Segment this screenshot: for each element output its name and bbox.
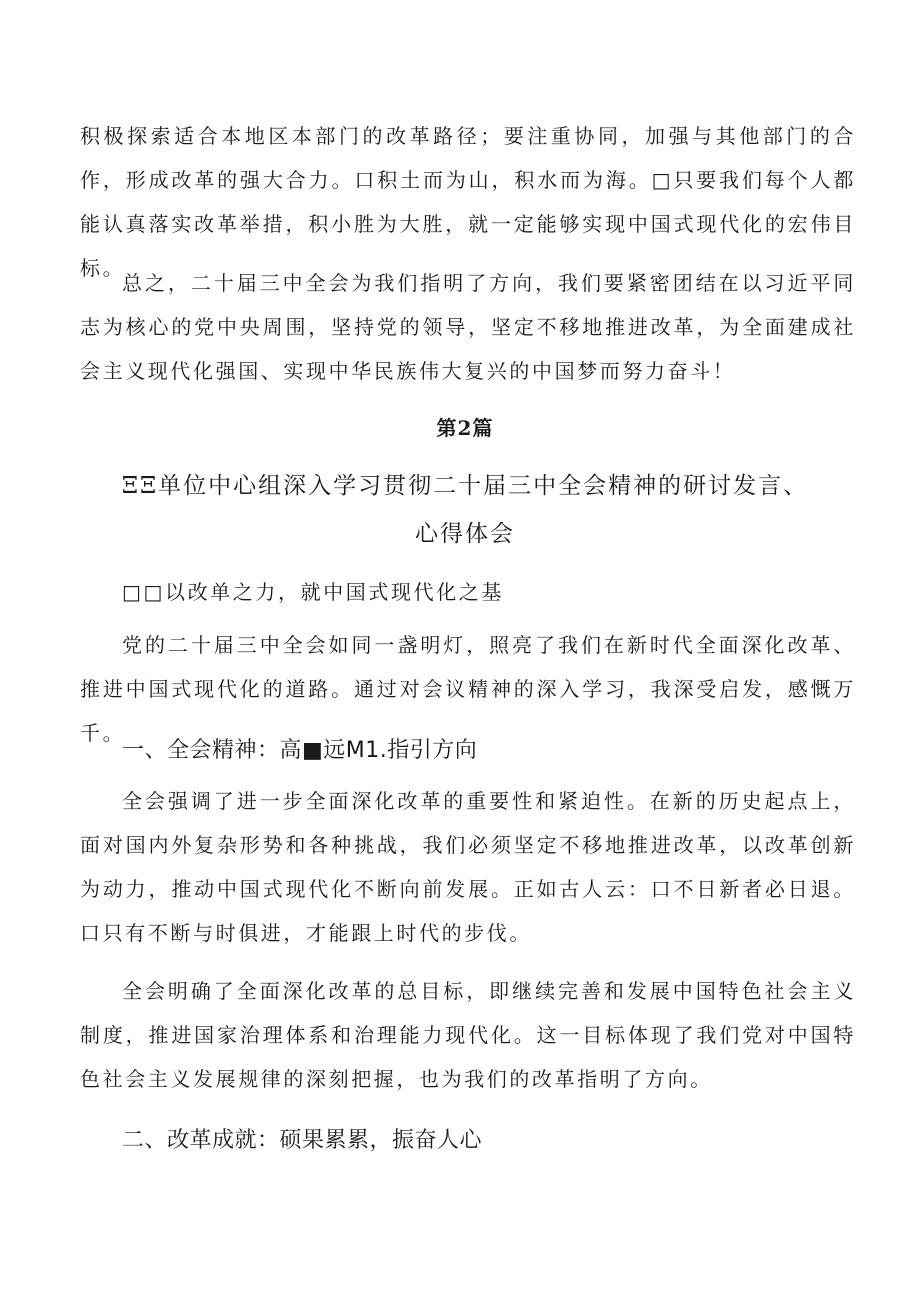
document-title-line-2: 心得体会 <box>415 521 515 547</box>
document-title-line-1: ΞΞ单位中心组深入学习贯彻二十届三中全会精神的研讨发言、 <box>121 473 809 499</box>
document-subtitle: □□以改单之力，就中国式现代化之基 <box>122 580 504 604</box>
section-heading-2: 二、改革成就：硕果累累，振奋人心 <box>122 1128 483 1153</box>
paragraph-reform-urgency: 全会强调了进一步全面深化改革的重要性和紧迫性。在新的历史起点上，面对国内外复杂形势和各种挑战，我们必须坚定不移地推进改革，以改革创新为动力，推动中国式现代化不断向前发展。正如古人云：口不日新者必日退。口只有不断与时俱进，才能跟上时代的步伐。 <box>80 789 856 945</box>
section-heading-1: 一、全会精神：高■远M1.指引方向 <box>122 738 478 763</box>
chapter-label: 第2篇 <box>436 416 494 440</box>
paragraph-reform-path: 积极探索适合本地区本部门的改革路径；要注重协同，加强与其他部门的合作，形成改革的强大合力。口积土而为山，积水而为海。□只要我们每个人都能认真落实改革举措，积小胜为大胜，就一定能够实现中国式现代化的宏伟目标。 <box>80 124 856 280</box>
paragraph-conclusion: 总之，二十届三中全会为我们指明了方向，我们要紧密团结在以习近平同志为核心的党中央周围，坚持党的领导，坚定不移地推进改革，为全面建成社会主义现代化强国、实现中华民族伟大复兴的中国梦而努力奋斗！ <box>80 271 856 383</box>
document-title <box>80 462 850 558</box>
paragraph-reform-goal: 全会明确了全面深化改革的总目标，即继续完善和发展中国特色社会主义制度，推进国家治理体系和治理能力现代化。这一目标体现了我们党对中国特色社会主义发展规律的深刻把握，也为我们的改革指明了方向。 <box>80 979 856 1091</box>
paragraph-introduction: 党的二十届三中全会如同一盏明灯，照亮了我们在新时代全面深化改革、推进中国式现代化的道路。通过对会议精神的深入学习，我深受启发，感慨万千。 <box>80 633 856 745</box>
